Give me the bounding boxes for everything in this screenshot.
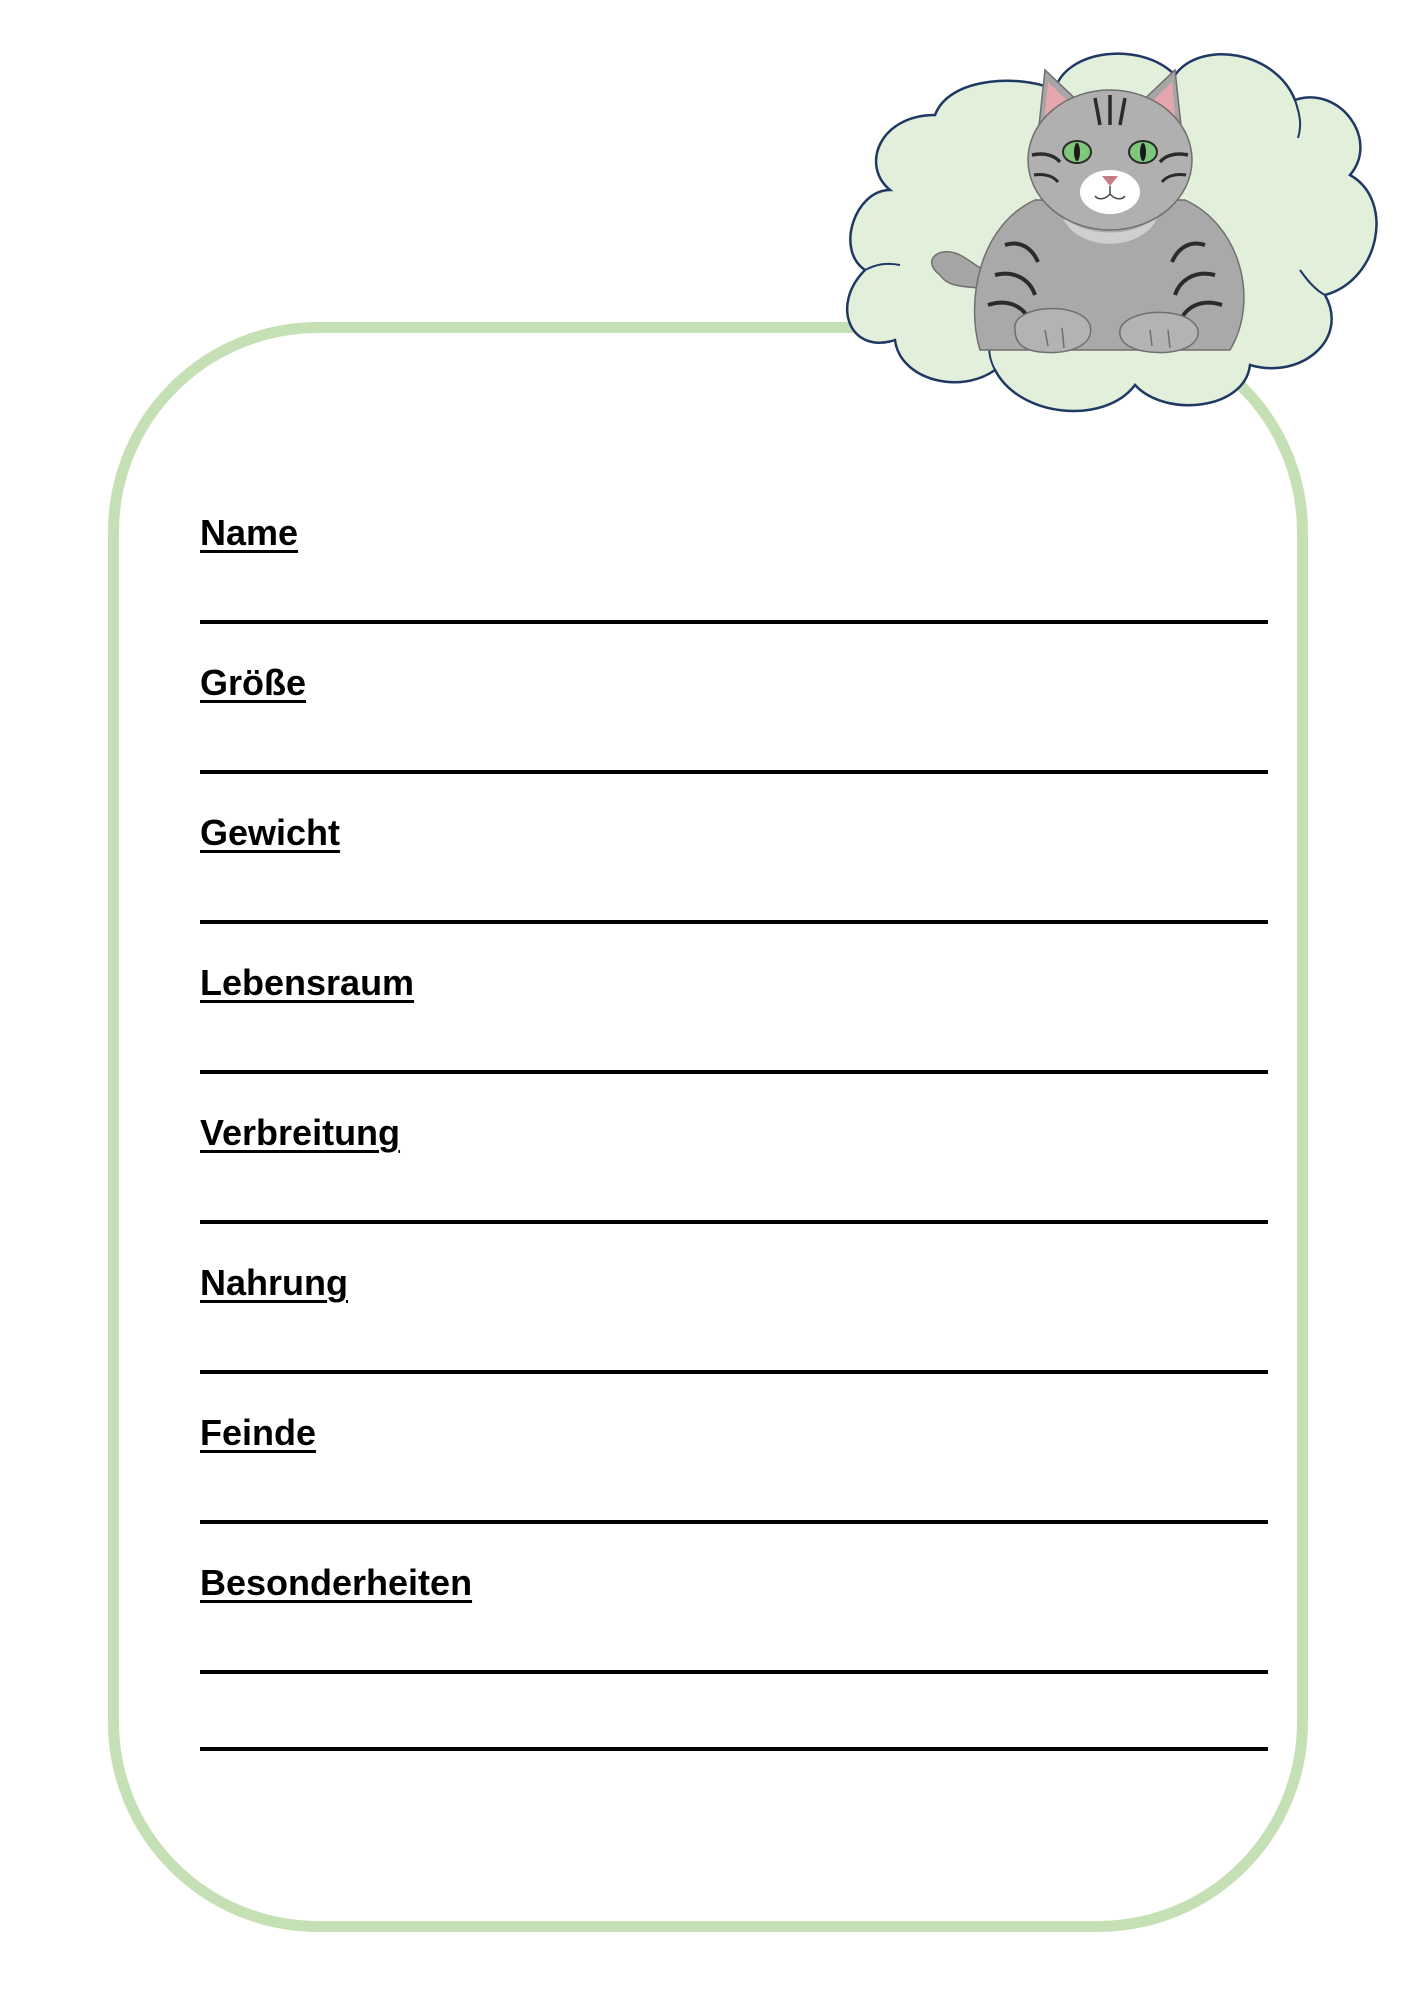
field-label-name: Name (200, 512, 299, 553)
answer-line[interactable] (200, 770, 1268, 774)
answer-line[interactable] (200, 1220, 1268, 1224)
field-label-gewicht: Gewicht (200, 812, 341, 853)
answer-line[interactable] (200, 920, 1268, 924)
answer-line[interactable] (200, 1070, 1268, 1074)
field-label-lebensraum: Lebensraum (200, 962, 415, 1003)
answer-line[interactable] (200, 1370, 1268, 1374)
answer-line[interactable] (200, 620, 1268, 624)
field-label-verbreitung: Verbreitung (200, 1112, 401, 1153)
answer-line[interactable] (200, 1520, 1268, 1524)
cat-in-cloud-icon (820, 40, 1398, 430)
field-label-nahrung: Nahrung (200, 1262, 348, 1303)
answer-line[interactable] (200, 1747, 1268, 1751)
answer-line[interactable] (200, 1670, 1268, 1674)
field-label-feinde: Feinde (200, 1412, 317, 1453)
field-label-besonderheiten: Besonderheiten (200, 1562, 473, 1603)
field-label-groesse: Größe (200, 662, 307, 703)
